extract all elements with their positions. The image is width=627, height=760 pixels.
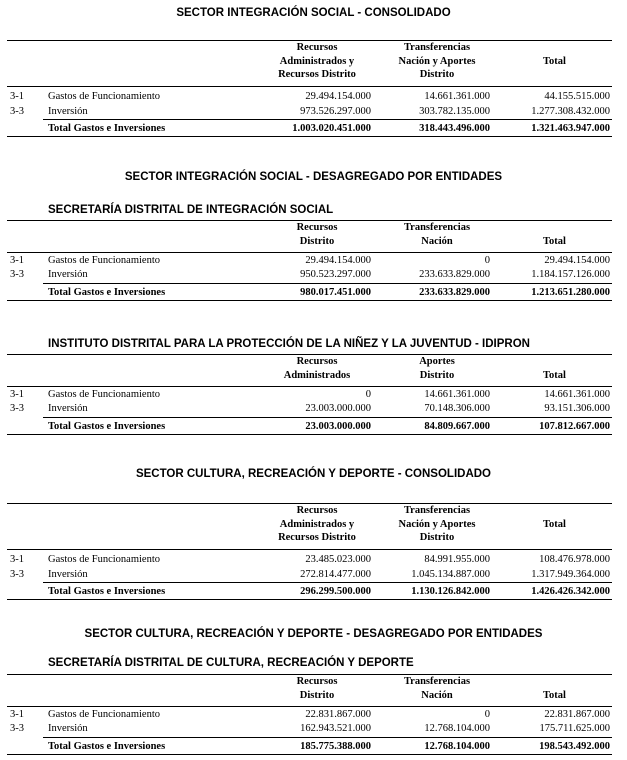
- table-rule: [43, 417, 612, 418]
- total-cell: 12.768.104.000: [424, 741, 490, 752]
- column-header: Aportes Distrito: [419, 356, 455, 381]
- value-cell: 1.317.949.364.000: [531, 569, 610, 580]
- section-title: SECTOR CULTURA, RECREACIÓN Y DEPORTE - CONSOLIDADO: [135, 468, 492, 480]
- total-label: Total Gastos e Inversiones: [48, 287, 166, 298]
- row-code: 3-3: [10, 723, 24, 734]
- section-title: SECTOR CULTURA, RECREACIÓN Y DEPORTE - DESAGREGADO POR ENTIDADES: [84, 628, 543, 640]
- value-cell: 14.661.361.000: [424, 91, 490, 102]
- total-cell: 318.443.496.000: [419, 123, 490, 134]
- total-label: Total Gastos e Inversiones: [48, 586, 166, 597]
- row-code: 3-1: [10, 91, 24, 102]
- column-header: Total: [543, 56, 566, 67]
- value-cell: 1.277.308.432.000: [531, 106, 610, 117]
- total-label: Total Gastos e Inversiones: [48, 421, 166, 432]
- entity-title: SECRETARÍA DISTRITAL DE CULTURA, RECREACIÓN Y DEPORTE: [48, 657, 414, 669]
- value-cell: 0: [484, 255, 490, 266]
- value-cell: 1.045.134.887.000: [411, 569, 490, 580]
- value-cell: 14.661.361.000: [424, 389, 490, 400]
- total-cell: 1.003.020.451.000: [292, 123, 371, 134]
- row-label: Inversión: [48, 269, 88, 280]
- value-cell: 950.523.297.000: [300, 269, 371, 280]
- value-cell: 22.831.867.000: [544, 709, 610, 720]
- budget-table: [7, 220, 612, 302]
- row-label: Gastos de Funcionamiento: [48, 389, 160, 400]
- column-header: Total: [543, 690, 566, 701]
- total-cell: 1.213.651.280.000: [531, 287, 610, 298]
- column-header: Transferencias Nación y Aportes Distrito: [398, 505, 476, 543]
- row-code: 3-1: [10, 554, 24, 565]
- value-cell: 70.148.306.000: [424, 403, 490, 414]
- value-cell: 84.991.955.000: [424, 554, 490, 565]
- section-title: SECTOR INTEGRACIÓN SOCIAL - CONSOLIDADO: [176, 7, 451, 19]
- table-rule: [7, 86, 612, 87]
- value-cell: 22.831.867.000: [305, 709, 371, 720]
- table-rule: [7, 754, 612, 755]
- column-header: Transferencias Nación: [403, 676, 471, 701]
- row-label: Gastos de Funcionamiento: [48, 255, 160, 266]
- value-cell: 973.526.297.000: [300, 106, 371, 117]
- total-cell: 1.426.426.342.000: [531, 586, 610, 597]
- column-header: Total: [543, 519, 566, 530]
- section-title: SECTOR INTEGRACIÓN SOCIAL - DESAGREGADO POR ENTIDADES: [124, 171, 503, 183]
- column-header: Recursos Distrito: [296, 676, 338, 701]
- total-cell: 107.812.667.000: [539, 421, 610, 432]
- column-header: Recursos Administrados y Recursos Distrito: [278, 42, 356, 80]
- table-rule: [7, 549, 612, 550]
- value-cell: 108.476.978.000: [539, 554, 610, 565]
- table-rule: [7, 300, 612, 301]
- column-header: Transferencias Nación: [403, 222, 471, 247]
- row-label: Inversión: [48, 723, 88, 734]
- entity-title: INSTITUTO DISTRITAL PARA LA PROTECCIÓN DE LA NIÑEZ Y LA JUVENTUD - IDIPRON: [48, 338, 530, 350]
- value-cell: 44.155.515.000: [544, 91, 610, 102]
- value-cell: 14.661.361.000: [544, 389, 610, 400]
- row-label: Inversión: [48, 403, 88, 414]
- budget-table: [7, 354, 612, 436]
- row-label: Inversión: [48, 106, 88, 117]
- value-cell: 0: [484, 709, 490, 720]
- column-header: Recursos Administrados y Recursos Distrito: [278, 505, 356, 543]
- column-header: Recursos Administrados: [283, 356, 351, 381]
- table-rule: [7, 386, 612, 387]
- value-cell: 1.184.157.126.000: [531, 269, 610, 280]
- row-code: 3-3: [10, 269, 24, 280]
- value-cell: 162.943.521.000: [300, 723, 371, 734]
- budget-table: [7, 503, 612, 601]
- total-cell: 198.543.492.000: [539, 741, 610, 752]
- total-cell: 1.130.126.842.000: [411, 586, 490, 597]
- row-label: Gastos de Funcionamiento: [48, 554, 160, 565]
- value-cell: 23.003.000.000: [305, 403, 371, 414]
- row-code: 3-1: [10, 255, 24, 266]
- total-cell: 23.003.000.000: [305, 421, 371, 432]
- value-cell: 93.151.306.000: [544, 403, 610, 414]
- value-cell: 175.711.625.000: [539, 723, 610, 734]
- table-rule: [7, 252, 612, 253]
- row-label: Gastos de Funcionamiento: [48, 709, 160, 720]
- entity-title: SECRETARÍA DISTRITAL DE INTEGRACIÓN SOCIAL: [48, 204, 334, 216]
- total-cell: 1.321.463.947.000: [531, 123, 610, 134]
- budget-table: [7, 40, 612, 138]
- total-cell: 233.633.829.000: [419, 287, 490, 298]
- budget-table: [7, 674, 612, 756]
- table-rule: [7, 136, 612, 137]
- column-header: Transferencias Nación y Aportes Distrito: [398, 42, 476, 80]
- column-header: Total: [543, 236, 566, 247]
- value-cell: 29.494.154.000: [305, 91, 371, 102]
- total-cell: 185.775.388.000: [300, 741, 371, 752]
- total-cell: 296.299.500.000: [300, 586, 371, 597]
- row-code: 3-3: [10, 403, 24, 414]
- value-cell: 272.814.477.000: [300, 569, 371, 580]
- row-code: 3-3: [10, 106, 24, 117]
- table-rule: [43, 582, 612, 583]
- table-rule: [7, 434, 612, 435]
- value-cell: 29.494.154.000: [544, 255, 610, 266]
- table-rule: [43, 119, 612, 120]
- table-rule: [7, 599, 612, 600]
- value-cell: 23.485.023.000: [305, 554, 371, 565]
- value-cell: 29.494.154.000: [305, 255, 371, 266]
- value-cell: 233.633.829.000: [419, 269, 490, 280]
- value-cell: 0: [365, 389, 371, 400]
- row-label: Inversión: [48, 569, 88, 580]
- table-rule: [43, 283, 612, 284]
- row-code: 3-1: [10, 709, 24, 720]
- total-cell: 980.017.451.000: [300, 287, 371, 298]
- table-rule: [7, 706, 612, 707]
- total-label: Total Gastos e Inversiones: [48, 741, 166, 752]
- table-rule: [43, 737, 612, 738]
- row-code: 3-1: [10, 389, 24, 400]
- value-cell: 12.768.104.000: [424, 723, 490, 734]
- column-header: Total: [543, 370, 566, 381]
- column-header: Recursos Distrito: [296, 222, 338, 247]
- row-code: 3-3: [10, 569, 24, 580]
- value-cell: 303.782.135.000: [419, 106, 490, 117]
- row-label: Gastos de Funcionamiento: [48, 91, 160, 102]
- total-cell: 84.809.667.000: [424, 421, 490, 432]
- total-label: Total Gastos e Inversiones: [48, 123, 166, 134]
